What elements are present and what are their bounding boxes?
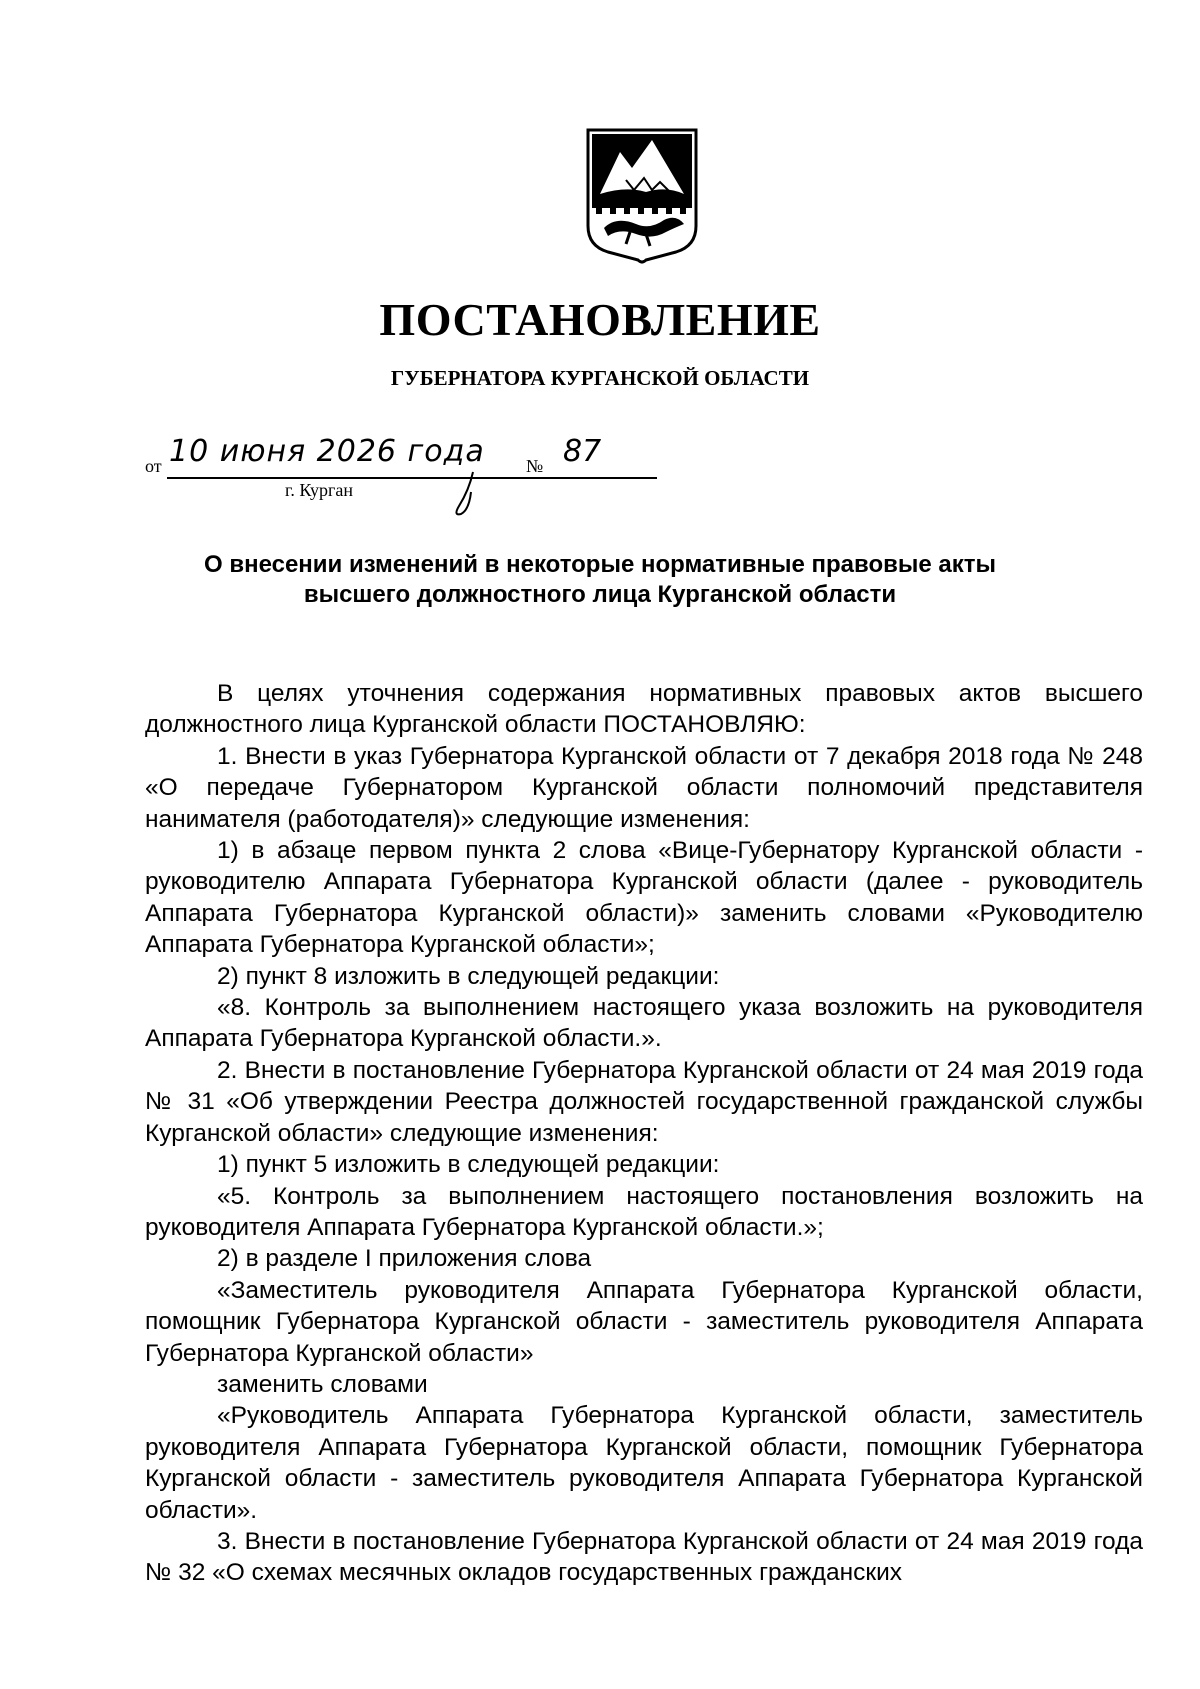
body-paragraph: «Руководитель Аппарата Губернатора Курганской области, заместитель руководителя Аппарата Губернатора Курганской области, помощник Губернатора Курганской области - заместитель руководителя Аппарата Губернатора Курганской области».: [145, 1402, 1143, 1524]
document-heading: [150, 550, 1050, 610]
number-label: №: [526, 456, 544, 476]
handwriting-stroke: [451, 470, 491, 520]
body-paragraph: 2. Внести в постановление Губернатора Курганской области от 24 мая 2019 года № 31 «Об утверждении Реестра должностей государственной гражданской службы Курганской области» следующие изменения:: [145, 1056, 1143, 1147]
coat-of-arms-emblem: [586, 128, 698, 266]
handwritten-date: 10 июня 2026 года: [169, 434, 485, 469]
document-title: ПОСТАНОВЛЕНИЕ: [379, 294, 821, 345]
from-label: от: [145, 456, 162, 476]
body-paragraph: «5. Контроль за выполнением настоящего постановления возложить на руководителя Аппарата Губернатора Курганской области.»;: [145, 1182, 1143, 1241]
handwritten-number: 87: [563, 434, 602, 469]
body-paragraph: 1. Внести в указ Губернатора Курганской области от 7 декабря 2018 года № 248 «О передаче Губернатором Курганской области полномочий представителя нанимателя (работодателя)» следующие изменения:: [145, 742, 1143, 833]
date-underline: [167, 477, 657, 479]
body-paragraph: заменить словами: [217, 1370, 428, 1398]
document-subtitle: ГУБЕРНАТОРА КУРГАНСКОЙ ОБЛАСТИ: [390, 366, 810, 390]
body-paragraph: 2) пункт 8 изложить в следующей редакции:: [217, 962, 720, 990]
body-paragraph: 1) пункт 5 изложить в следующей редакции:: [217, 1151, 720, 1179]
body-paragraph: 2) в разделе I приложения слова: [217, 1245, 592, 1273]
body-paragraph: 3. Внести в постановление Губернатора Курганской области от 24 мая 2019 года № 32 «О схемах месячных окладов государственных гражданских: [145, 1527, 1143, 1587]
document-body: [145, 678, 1143, 1589]
body-paragraph: 1) в абзаце первом пункта 2 слова «Вице-Губернатору Курганской области - руководителю Аппарата Губернатора Курганской области (далее - руководитель Аппарата Губернатора Курганской области)» заменить словами «Руководителю Аппарата Губернатора Курганской области»;: [145, 837, 1143, 959]
heading-line-1: О внесении изменений в некоторые нормативные правовые акты: [203, 551, 996, 578]
heading-line-2: высшего должностного лица Курганской области: [303, 581, 897, 608]
body-paragraph: «8. Контроль за выполнением настоящего указа возложить на руководителя Аппарата Губернатора Курганской области.».: [145, 994, 1143, 1053]
date-number-line: [145, 434, 665, 530]
city-label: г. Курган: [285, 480, 354, 500]
body-paragraph: «Заместитель руководителя Аппарата Губернатора Курганской области, помощник Губернатора Курганской области - заместитель руководителя Аппарата Губернатора Курганской области»: [145, 1276, 1143, 1367]
body-paragraph: В целях уточнения содержания нормативных правовых актов высшего должностного лица Курганской области ПОСТАНОВЛЯЮ:: [145, 680, 1143, 739]
